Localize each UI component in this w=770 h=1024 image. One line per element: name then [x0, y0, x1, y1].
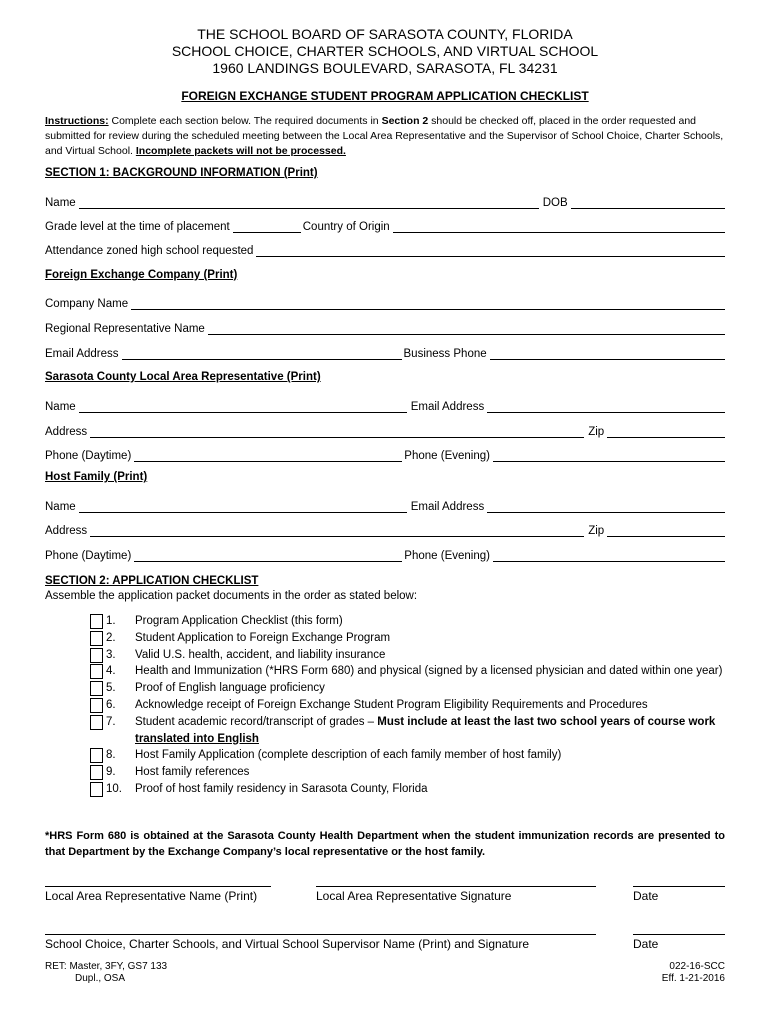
- section-2-title: SECTION 2: APPLICATION CHECKLIST: [45, 575, 259, 587]
- regional-rep-label: Regional Representative Name: [45, 323, 205, 335]
- rep-name-label: Name: [45, 401, 76, 413]
- checklist: [90, 613, 730, 798]
- item-number: 6.: [106, 698, 116, 711]
- local-rep-heading: Sarasota County Local Area Representative (Print): [45, 371, 321, 383]
- instructions-text-a: Complete each section below. The required documents in: [108, 115, 382, 127]
- rep-zip-field[interactable]: [607, 426, 725, 438]
- rep-name-field[interactable]: [79, 401, 407, 413]
- instructions-label: Instructions:: [45, 115, 109, 127]
- hrs-form-note: *HRS Form 680 is obtained at the Sarasota County Health Department when the student immunization records are presented to that Department by the Exchange Company’s local representative or the host family.: [45, 830, 725, 858]
- host-phone-row: [45, 546, 725, 562]
- item-number: 8.: [106, 749, 116, 762]
- checkbox[interactable]: [90, 664, 103, 679]
- rep-address-row: [45, 422, 725, 438]
- item-text: Student Application to Foreign Exchange Program: [135, 631, 391, 644]
- item-text: Program Application Checklist (this form): [135, 615, 343, 627]
- instructions-text-b: should be checked off, placed in the order requested and submitted for review during the scheduled meeting between the Local Area Representative and the Supervisor of School Choice, Charter Schools, and Virtual School.: [45, 115, 724, 157]
- form-number: 022-16-SCC: [669, 961, 725, 972]
- item-text: Health and Immunization (*HRS Form 680) and physical (signed by a licensed physician and dated within one year): [135, 665, 723, 678]
- rep-name-signature-line[interactable]: [45, 886, 271, 903]
- form-page: [45, 0, 725, 1024]
- business-phone-field[interactable]: [490, 348, 725, 360]
- section-1-title: SECTION 1: BACKGROUND INFORMATION (Print): [45, 167, 318, 179]
- checklist-item: [90, 647, 730, 664]
- header-line-3: 1960 LANDINGS BOULEVARD, SARASOTA, FL 34231: [212, 60, 558, 76]
- checkbox[interactable]: [90, 631, 103, 646]
- checklist-intro: Assemble the application packet documents in the order as stated below:: [45, 590, 418, 602]
- item-number: 7.: [106, 715, 116, 728]
- host-name-field[interactable]: [79, 501, 407, 513]
- header-line-1: THE SCHOOL BOARD OF SARASOTA COUNTY, FLORIDA: [197, 26, 573, 42]
- item-text-bold-underline: translated into English: [135, 732, 259, 745]
- checklist-item: [90, 697, 730, 714]
- item-text-bold: Must include at least the last two school years of course work: [377, 715, 716, 728]
- host-address-label: Address: [45, 525, 88, 537]
- regional-rep-row: [45, 319, 725, 335]
- grade-label: Grade level at the time of placement: [45, 221, 230, 233]
- checklist-item: [90, 781, 730, 798]
- company-email-field[interactable]: [122, 348, 402, 360]
- rep-address-field[interactable]: [90, 426, 584, 438]
- regional-rep-field[interactable]: [208, 323, 725, 335]
- attendance-row: [45, 241, 725, 257]
- rep-address-label: Address: [45, 426, 88, 438]
- item-number: 5.: [106, 682, 116, 695]
- host-address-field[interactable]: [90, 525, 584, 537]
- instructions-warning: Incomplete packets will not be processed.: [135, 145, 346, 157]
- host-name-label: Name: [45, 501, 76, 513]
- rep-phone-day-field[interactable]: [134, 450, 402, 462]
- company-email-label: Email Address: [45, 348, 119, 360]
- supervisor-label: School Choice, Charter Schools, and Virtual School Supervisor Name (Print) and Signature: [45, 937, 530, 951]
- item-number: 3.: [106, 648, 116, 661]
- company-name-label: Company Name: [45, 298, 129, 310]
- item-number: 4.: [106, 665, 116, 678]
- checkbox[interactable]: [90, 614, 103, 629]
- checklist-item: [90, 630, 730, 647]
- effective-date: Eff. 1-21-2016: [661, 973, 725, 984]
- rep-phone-eve-label: Phone (Evening): [404, 450, 490, 462]
- company-name-row: [45, 294, 725, 310]
- item-text: Acknowledge receipt of Foreign Exchange Student Program Eligibility Requirements and Procedures: [135, 698, 648, 711]
- letterhead: [45, 26, 725, 77]
- rep-phone-day-label: Phone (Daytime): [45, 450, 132, 462]
- checklist-item: [90, 680, 730, 697]
- checkbox[interactable]: [90, 782, 103, 797]
- rep-phone-eve-field[interactable]: [493, 450, 725, 462]
- host-email-label: Email Address: [410, 501, 485, 513]
- retention-line-1: RET: Master, 3FY, GS7 133: [45, 961, 168, 972]
- item-text: Student academic record/transcript of grades –: [135, 715, 378, 728]
- host-email-field[interactable]: [487, 501, 725, 513]
- rep-email-label: Email Address: [410, 401, 485, 413]
- rep-signature-label: Local Area Representative Signature: [316, 889, 512, 903]
- company-name-field[interactable]: [131, 298, 725, 310]
- rep-email-field[interactable]: [487, 401, 725, 413]
- grade-field[interactable]: [233, 221, 301, 233]
- host-address-row: [45, 521, 725, 537]
- date-line-2[interactable]: [633, 934, 725, 951]
- country-label: Country of Origin: [302, 221, 390, 233]
- grade-country-row: [45, 217, 725, 233]
- rep-zip-label: Zip: [588, 426, 605, 438]
- host-name-row: [45, 497, 725, 513]
- checkbox[interactable]: [90, 698, 103, 713]
- student-name-label: Name: [45, 197, 76, 209]
- host-zip-field[interactable]: [607, 525, 725, 537]
- instructions-section-ref: Section 2: [381, 115, 429, 127]
- checklist-item: [90, 714, 730, 748]
- checklist-item: [90, 764, 730, 781]
- item-text: Valid U.S. health, accident, and liability insurance: [135, 648, 386, 661]
- attendance-label: Attendance zoned high school requested: [45, 245, 254, 257]
- checkbox[interactable]: [90, 648, 103, 663]
- item-number: 9.: [106, 766, 116, 779]
- retention-info: [45, 961, 167, 985]
- date-label-1: Date: [633, 889, 659, 903]
- dob-field[interactable]: [571, 197, 725, 209]
- host-phone-eve-field[interactable]: [493, 550, 725, 562]
- host-phone-day-label: Phone (Daytime): [45, 550, 132, 562]
- checklist-item: [90, 613, 730, 630]
- host-phone-eve-label: Phone (Evening): [404, 550, 490, 562]
- item-text: Proof of English language proficiency: [135, 682, 325, 695]
- item-number: 2.: [106, 631, 116, 644]
- item-text-composite: [135, 714, 730, 748]
- item-number: 1.: [106, 615, 116, 627]
- retention-line-2: Dupl., OSA: [75, 973, 126, 984]
- host-phone-day-field[interactable]: [134, 550, 402, 562]
- checklist-item: [90, 663, 730, 680]
- student-name-field[interactable]: [79, 197, 539, 209]
- host-family-heading: Host Family (Print): [45, 471, 148, 483]
- item-text: Proof of host family residency in Sarasota County, Florida: [135, 782, 428, 795]
- dob-label: DOB: [542, 197, 568, 209]
- company-contact-row: [45, 344, 725, 360]
- checkbox[interactable]: [90, 715, 103, 730]
- item-text: Host Family Application (complete description of each family member of host family): [135, 749, 562, 762]
- rep-name-print-label: Local Area Representative Name (Print): [45, 889, 258, 903]
- item-text: Host family references: [135, 766, 250, 779]
- header-line-2: SCHOOL CHOICE, CHARTER SCHOOLS, AND VIRTUAL SCHOOL: [171, 43, 599, 59]
- business-phone-label: Business Phone: [403, 348, 487, 360]
- checkbox[interactable]: [90, 765, 103, 780]
- host-zip-label: Zip: [588, 525, 605, 537]
- country-field[interactable]: [393, 221, 725, 233]
- company-heading: Foreign Exchange Company (Print): [45, 269, 238, 281]
- checklist-item: [90, 747, 730, 764]
- student-name-row: [45, 193, 725, 209]
- rep-signature-line[interactable]: [316, 886, 596, 903]
- attendance-field[interactable]: [256, 245, 725, 257]
- date-label-2: Date: [633, 937, 659, 951]
- rep-name-row: [45, 397, 725, 413]
- checkbox[interactable]: [90, 681, 103, 696]
- checkbox[interactable]: [90, 748, 103, 763]
- item-number: 10.: [106, 782, 122, 795]
- instructions: [45, 114, 729, 159]
- document-title: FOREIGN EXCHANGE STUDENT PROGRAM APPLICATION CHECKLIST: [181, 89, 589, 103]
- supervisor-signature-line[interactable]: [45, 934, 596, 951]
- rep-phone-row: [45, 446, 725, 462]
- date-line-1[interactable]: [633, 886, 725, 903]
- form-number-info: [662, 961, 725, 985]
